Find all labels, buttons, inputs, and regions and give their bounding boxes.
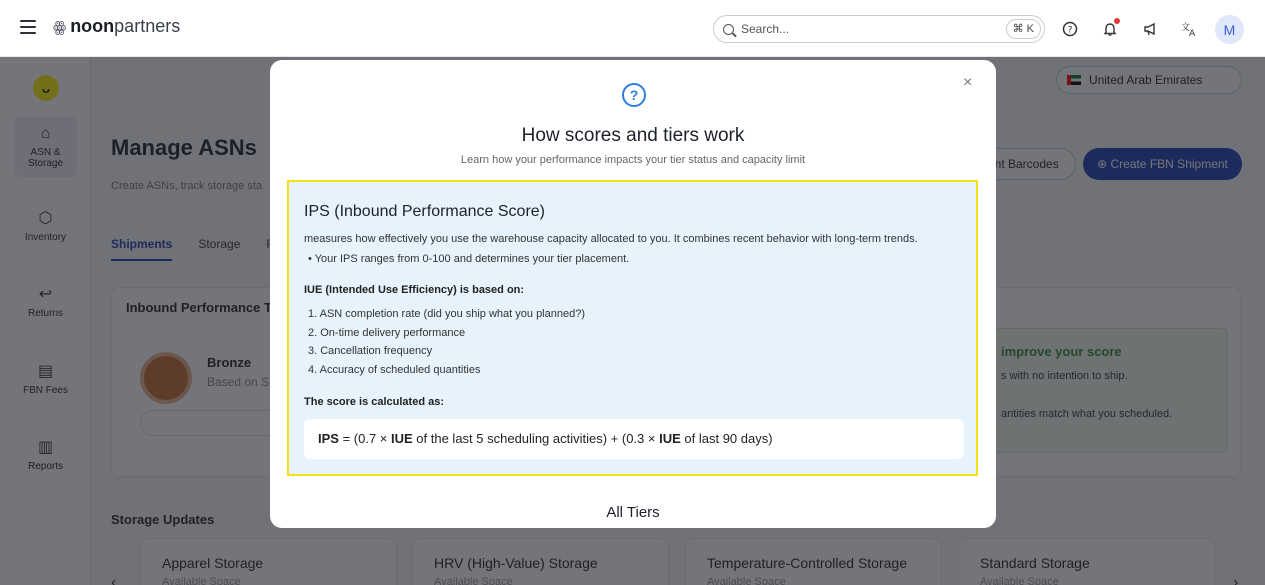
notification-dot	[1114, 18, 1120, 24]
svg-text:文: 文	[1181, 23, 1191, 33]
top-bar	[0, 0, 1265, 57]
list-item: 4. Accuracy of scheduled quantities	[308, 363, 481, 376]
list-item: 2. On-time delivery performance	[308, 326, 466, 339]
search-input[interactable]	[741, 22, 941, 36]
ips-info-box	[287, 180, 978, 476]
list-item: 1. ASN completion rate (did you ship what you planned?)	[308, 308, 585, 320]
svg-text:A: A	[1189, 29, 1196, 37]
iue-heading: IUE (Intended Use Efficiency) is based on:	[304, 284, 525, 296]
close-icon[interactable]: ×	[963, 74, 973, 91]
partners-icon: ꙮ	[53, 18, 65, 36]
all-tiers-heading: All Tiers	[606, 504, 660, 521]
search-shortcut-badge: ⌘ K	[1006, 19, 1041, 39]
list-item: 3. Cancellation frequency	[308, 345, 433, 357]
notification-bell-icon[interactable]	[1097, 16, 1123, 42]
translate-icon[interactable]	[1176, 16, 1202, 42]
search-icon	[723, 24, 734, 35]
modal-subtitle: Learn how your performance impacts your tier status and capacity limit	[460, 154, 806, 166]
svg-text:?: ?	[1067, 25, 1073, 36]
search-box[interactable]	[713, 15, 1045, 43]
iue-factor-list	[308, 308, 585, 382]
calc-heading: The score is calculated as:	[304, 396, 445, 408]
ips-description: measures how effectively you use the warehouse capacity allocated to you. It combines recent behavior with long-term trends.	[304, 233, 918, 245]
help-icon[interactable]	[1057, 16, 1083, 42]
scores-tiers-modal	[270, 60, 996, 528]
ips-heading: IPS (Inbound Performance Score)	[304, 203, 546, 220]
user-avatar[interactable]: M	[1215, 15, 1244, 44]
ips-formula: IPS = (0.7 × IUE of the last 5 scheduling activities) + (0.3 × IUE of last 90 days)	[304, 419, 964, 459]
menu-icon[interactable]	[20, 20, 36, 34]
brand-logo[interactable]: ꙮ noon partners	[53, 16, 181, 36]
announcement-megaphone-icon[interactable]	[1138, 16, 1164, 42]
question-icon: ?	[622, 83, 646, 107]
ips-range-bullet: • Your IPS ranges from 0-100 and determines your tier placement.	[308, 253, 630, 265]
modal-title: How scores and tiers work	[521, 125, 745, 146]
